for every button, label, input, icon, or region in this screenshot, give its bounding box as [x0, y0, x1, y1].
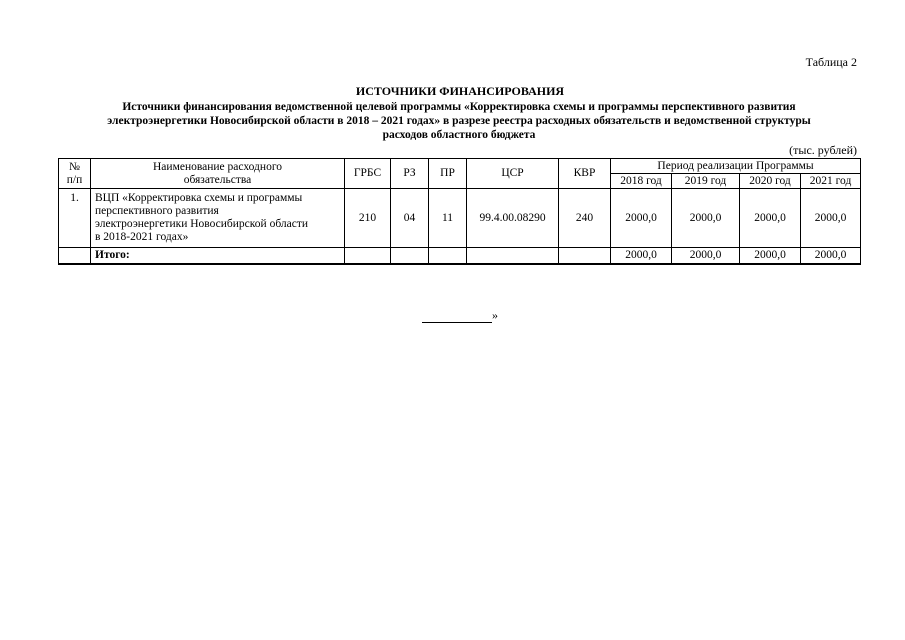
- row-pr: 11: [429, 189, 467, 248]
- financing-table: [58, 158, 861, 265]
- row-num: 1.: [59, 189, 91, 248]
- header-year: 2018 год: [611, 174, 672, 189]
- subtitle-line: Источники финансирования ведомственной целевой программы «Корректировка схемы и программы перспективного развития: [122, 101, 796, 113]
- row-csr: 99.4.00.08290: [467, 189, 559, 248]
- total-empty-cell: [429, 248, 467, 265]
- header-rz: РЗ: [391, 159, 429, 189]
- row-name-line: перспективного развития: [95, 205, 219, 217]
- header-name-line: Наименование расходного: [153, 160, 282, 173]
- row-grbs: 210: [345, 189, 391, 248]
- total-value: 2000,0: [611, 248, 672, 265]
- header-kvr: КВР: [559, 159, 611, 189]
- header-grbs: ГРБС: [345, 159, 391, 189]
- header-row-1: [59, 159, 861, 174]
- row-name-line: в 2018-2021 годах»: [95, 231, 189, 243]
- subtitle-line: расходов областного бюджета: [382, 129, 536, 141]
- header-num: [59, 159, 91, 189]
- header-csr: ЦСР: [467, 159, 559, 189]
- total-value: 2000,0: [801, 248, 861, 265]
- total-empty-cell: [345, 248, 391, 265]
- header-num-line: №: [69, 160, 80, 173]
- total-value: 2000,0: [740, 248, 801, 265]
- total-empty-cell: [559, 248, 611, 265]
- row-name-line: электроэнергетики Новосибирской области: [95, 218, 309, 230]
- row-value: 2000,0: [801, 189, 861, 248]
- units-note: (тыс. рублей): [789, 143, 857, 157]
- total-label: Итого:: [91, 248, 345, 265]
- table-row: [59, 189, 861, 248]
- header-period: Период реализации Программы: [611, 159, 861, 174]
- total-value: 2000,0: [672, 248, 740, 265]
- header-year: 2021 год: [801, 174, 861, 189]
- header-pr: ПР: [429, 159, 467, 189]
- total-empty-cell: [467, 248, 559, 265]
- row-value: 2000,0: [611, 189, 672, 248]
- row-kvr: 240: [559, 189, 611, 248]
- table-number-label: Таблица 2: [805, 55, 857, 69]
- document-title: ИСТОЧНИКИ ФИНАНСИРОВАНИЯ: [355, 84, 565, 98]
- row-value: 2000,0: [672, 189, 740, 248]
- header-name: [91, 159, 345, 189]
- closing-quote: »: [492, 308, 498, 322]
- document-subtitle: [58, 100, 860, 142]
- closing-line: [422, 308, 498, 323]
- row-value: 2000,0: [740, 189, 801, 248]
- total-empty-cell: [59, 248, 91, 265]
- total-empty-cell: [391, 248, 429, 265]
- header-num-line: п/п: [66, 173, 83, 186]
- row-name-line: ВЦП «Корректировка схемы и программы: [95, 192, 303, 204]
- total-row: [59, 248, 861, 265]
- subtitle-line: электроэнергетики Новосибирской области в 2018 – 2021 годах» в разрезе реестра расходных обязательств и ведомственной структуры: [107, 115, 811, 127]
- header-name-line: обязательства: [183, 173, 252, 186]
- header-year: 2020 год: [740, 174, 801, 189]
- underline-blank: [422, 311, 492, 323]
- row-name: [91, 189, 345, 248]
- row-rz: 04: [391, 189, 429, 248]
- header-year: 2019 год: [672, 174, 740, 189]
